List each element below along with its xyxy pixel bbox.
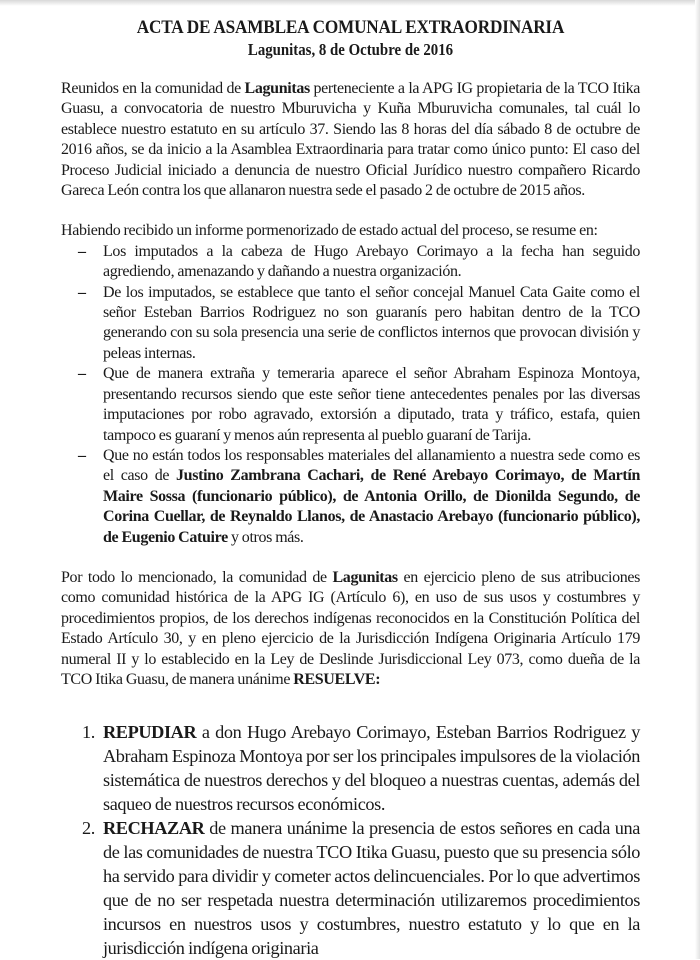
resolution-number: 1. — [82, 722, 95, 743]
resolution-text: de manera unánime la presencia de estos señores en cada una de las comunidades de nuestra TCO Itika Guasu, puesto que su presencia sólo ha servido para dividir y cometer actos delincuenciales. Por lo que advertimos que de no ser respetada nuestra determinación utilizaremos procedimientos incursos en nuestros usos y costumbres, nuestro estatuto y lo que en la jurisdicción indígena originaria — [103, 818, 640, 959]
scan-right-shadow — [695, 0, 700, 959]
resolution-intro-paragraph — [61, 568, 640, 690]
resolution-keyword: REPUDIAR — [103, 722, 197, 743]
intro-community-name: Lagunitas — [244, 80, 310, 97]
dash-bullet: – — [78, 242, 86, 260]
resolutions-list — [61, 720, 640, 960]
resolution-item — [82, 816, 640, 960]
summary-item-text: Los imputados a la cabeza de Hugo Arebayo Corimayo a la fecha han seguido agrediendo, amenazando y dañando a nuestra organización. — [103, 242, 640, 281]
dash-bullet: – — [78, 446, 86, 464]
summary-item — [78, 242, 640, 283]
resolution-text: a don Hugo Arebayo Corimayo, Esteban Barrios Rodriguez y Abraham Espinoza Montoya por ser los principales impulsores de la violación sistemática de nuestros derechos y del bloqueo a nuestras cuentas, además del saqueo de nuestros recursos económicos. — [103, 722, 640, 815]
intro-paragraph — [61, 79, 640, 201]
document-page — [61, 17, 640, 960]
scan-top-shadow — [0, 0, 700, 6]
intro-text-1: Reunidos en la comunidad de — [61, 80, 245, 97]
resolution-community-name: Lagunitas — [332, 568, 398, 586]
responsible-names: Justino Zambrana Cachari, de René Arebayo Corimayo, de Martín Maire Sossa (funcionario público), de Antonia Orillo, de Dionilda Segundo, de Corina Cuellar, de Reynaldo Llanos, de Anastacio Arebayo (funcionario público), de Eugenio Catuire — [103, 467, 640, 546]
summary-list — [61, 242, 640, 548]
resolution-number: 2. — [82, 818, 95, 839]
resolution-keyword: RECHAZAR — [103, 818, 205, 839]
resolution-intro-text-2: en ejercicio pleno de sus atribuciones como comunidad histórica de la APG IG (Artículo 6), en uso de sus usos y costumbres y procedimientos propios, de los derechos indígenas reconocidos en la Constitución Política del Estado Artículo 30, y en pleno ejercicio de la Jurisdicción Indígena Originaria Artículo 179 numeral II y lo establecido en la Ley de Deslinde Jurisdiccional Ley 073, como dueña de la TCO Itika Guasu, de manera unánime — [61, 568, 640, 688]
summary-item-text-1: Que no están todos los responsables materiales del allanamiento a nuestra sede como es el caso de — [103, 446, 640, 485]
summary-item-text: Que de manera extraña y temeraria aparece el señor Abraham Espinoza Montoya, presentando recursos siendo que este señor tiene antecedentes penales por las diversas imputaciones por robo agravado, extorsión a diputado, trata y tráfico, estafa, quien tampoco es guaraní y menos aún representa al pueblo guaraní de Tarija. — [103, 365, 640, 444]
summary-item — [78, 364, 640, 446]
dash-bullet: – — [78, 365, 86, 383]
resolution-item — [82, 720, 640, 816]
resuelve-heading: RESUELVE: — [293, 670, 381, 688]
document-place-date: Lagunitas, 8 de Octubre de 2016 — [247, 40, 454, 59]
summary-item-text-2: y otros más. — [227, 528, 304, 546]
summary-item-text: De los imputados, se establece que tanto el señor concejal Manuel Cata Gaite como el señor Esteban Barrios Rodriguez no son guaranís pero habitan dentro de la TCO generando con su sola presencia una serie de conflictos internos que provocan división y peleas internas. — [103, 283, 640, 362]
dash-bullet: – — [78, 283, 86, 301]
summary-item — [78, 446, 640, 548]
summary-intro-paragraph: Habiendo recibido un informe pormenorizado de estado actual del proceso, se resume en: — [61, 222, 598, 240]
resolution-intro-text-1: Por todo lo mencionado, la comunidad de — [61, 568, 333, 586]
intro-text-2: perteneciente a la APG IG propietaria de la TCO Itika Guasu, a convocatoria de nuestro Mburuvicha y Kuña Mburuvicha comunales, tal cuál lo establece nuestro estatuto en su artículo 37. Siendo las 8 horas del día sábado 8 de octubre de 2016 años, se da inicio a la Asamblea Extraordinaria para tratar como único punto: El caso del Proceso Judicial iniciado a denuncia de nuestro Oficial Jurídico nuestro compañero Ricardo Gareca León contra los que allanaron nuestra sede el pasado 2 de octubre de 2015 años. — [61, 80, 640, 200]
summary-item — [78, 283, 640, 365]
document-title: ACTA DE ASAMBLEA COMUNAL EXTRAORDINARIA — [136, 18, 565, 38]
